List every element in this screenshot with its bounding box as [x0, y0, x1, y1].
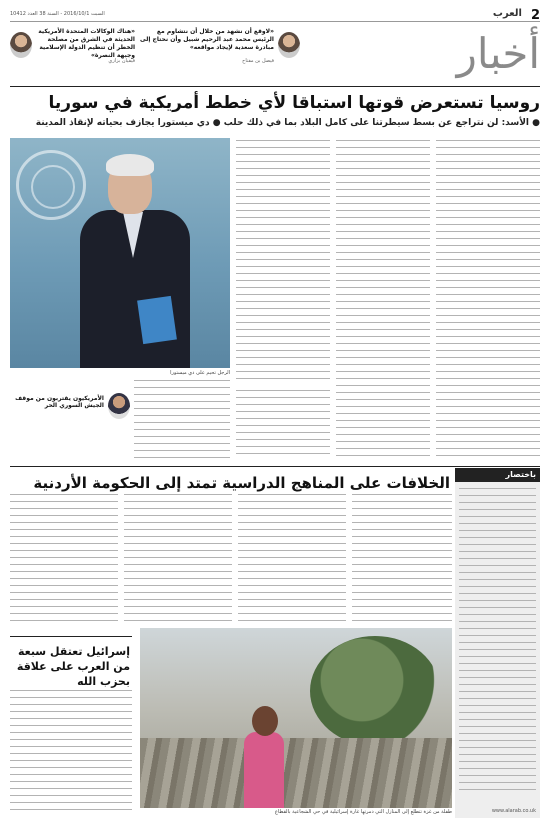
text-lines — [352, 494, 452, 622]
teaser-headline: «لاوقع أن نشهد من خلال أن نتشاوم مع الرئيس محمد عبد الرحيم شبيل وأن نحتاج إلى مبادرة سعدية لإيجاد مواقعه» — [140, 28, 274, 51]
blue-folder — [137, 296, 177, 344]
person-hair — [106, 154, 154, 176]
article-column — [10, 690, 132, 814]
article-column — [236, 390, 330, 460]
text-lines — [236, 390, 330, 460]
text-lines — [10, 494, 118, 624]
teaser-byline: فيصل بن مفتاح — [242, 58, 274, 64]
gaza-photo-caption: طفلة من غزة تتطلع إلى المنازل التي دمرتها غارة إسرائيلية في حي الشجاعية بالقطاع — [274, 809, 452, 815]
teaser-headline: «هناك الوكالات المتحدة الأمريكية الحديثة في الشرق من مصلحة الخطر أن تنظيم الدولة الإسلامية وجبهة النصرة» — [38, 28, 135, 59]
main-headline[interactable]: روسيا تستعرض قوتها استباقا لأي خطط أمريكية في سوريا — [48, 93, 540, 113]
article-column — [436, 140, 540, 460]
story-divider — [10, 636, 132, 637]
article-column — [236, 140, 330, 385]
article-column — [336, 140, 430, 460]
top-bar — [10, 8, 540, 22]
rubble-shape — [140, 738, 452, 808]
article-column — [238, 494, 346, 622]
opinion-box[interactable] — [10, 391, 130, 451]
page-number: 2 — [530, 8, 540, 23]
article-column — [134, 380, 230, 460]
teaser-author-avatar — [10, 32, 32, 58]
girl-figure — [244, 732, 284, 808]
sidebar-text-lines — [459, 488, 536, 793]
article-column — [10, 494, 118, 624]
hero-photo[interactable] — [10, 138, 230, 368]
sidebar-title: باختصار — [455, 468, 540, 482]
teaser-author-avatar — [278, 32, 300, 58]
section-header — [10, 24, 540, 82]
text-lines — [10, 690, 132, 814]
tree-shape — [310, 636, 440, 746]
sidebar-briefs — [455, 468, 540, 818]
sidebar-footer[interactable]: www.alarab.co.uk — [491, 808, 536, 814]
main-subheadline: ● الأسد: لن نتراجع عن بسط سيطرتنا على كامل البلاد بما في ذلك حلب ● دي ميستورا يجازف بحياته لإنقاذ المدينة — [35, 118, 540, 128]
girl-head — [252, 706, 278, 736]
text-lines — [336, 140, 430, 460]
issue-info: السبت 2016/10/1 - السنة 38 العدد 10412 — [10, 11, 105, 17]
opinion-headline: الأمريكيون يقتربون من موقف الجيش السوري الحر — [15, 395, 104, 409]
article-column — [124, 494, 232, 622]
teaser-byline: فيفيان بزازي — [108, 58, 135, 64]
text-lines — [134, 380, 230, 460]
text-lines — [436, 140, 540, 460]
header-divider — [10, 86, 540, 87]
columnist-avatar — [108, 393, 130, 419]
gaza-photo[interactable] — [140, 628, 452, 808]
un-emblem-icon — [16, 150, 86, 220]
newspaper-page — [10, 8, 540, 818]
teaser-1[interactable] — [140, 28, 300, 78]
teaser-2[interactable] — [10, 28, 135, 78]
brand-name: العرب — [492, 8, 522, 19]
text-lines — [236, 140, 330, 385]
section-title: أخبار — [456, 29, 540, 78]
second-headline[interactable]: الخلافات على المناهج الدراسية تمتد إلى الحكومة الأردنية — [33, 474, 450, 492]
article-column — [352, 494, 452, 622]
third-headline[interactable]: إسرائيل تعتقل سبعة من العرب على علاقة بحزب الله — [16, 645, 130, 688]
section-divider — [10, 466, 540, 467]
text-lines — [124, 494, 232, 622]
text-lines — [238, 494, 346, 622]
hero-photo-caption: الرجل تحيم على دي ميستورا — [170, 370, 230, 376]
